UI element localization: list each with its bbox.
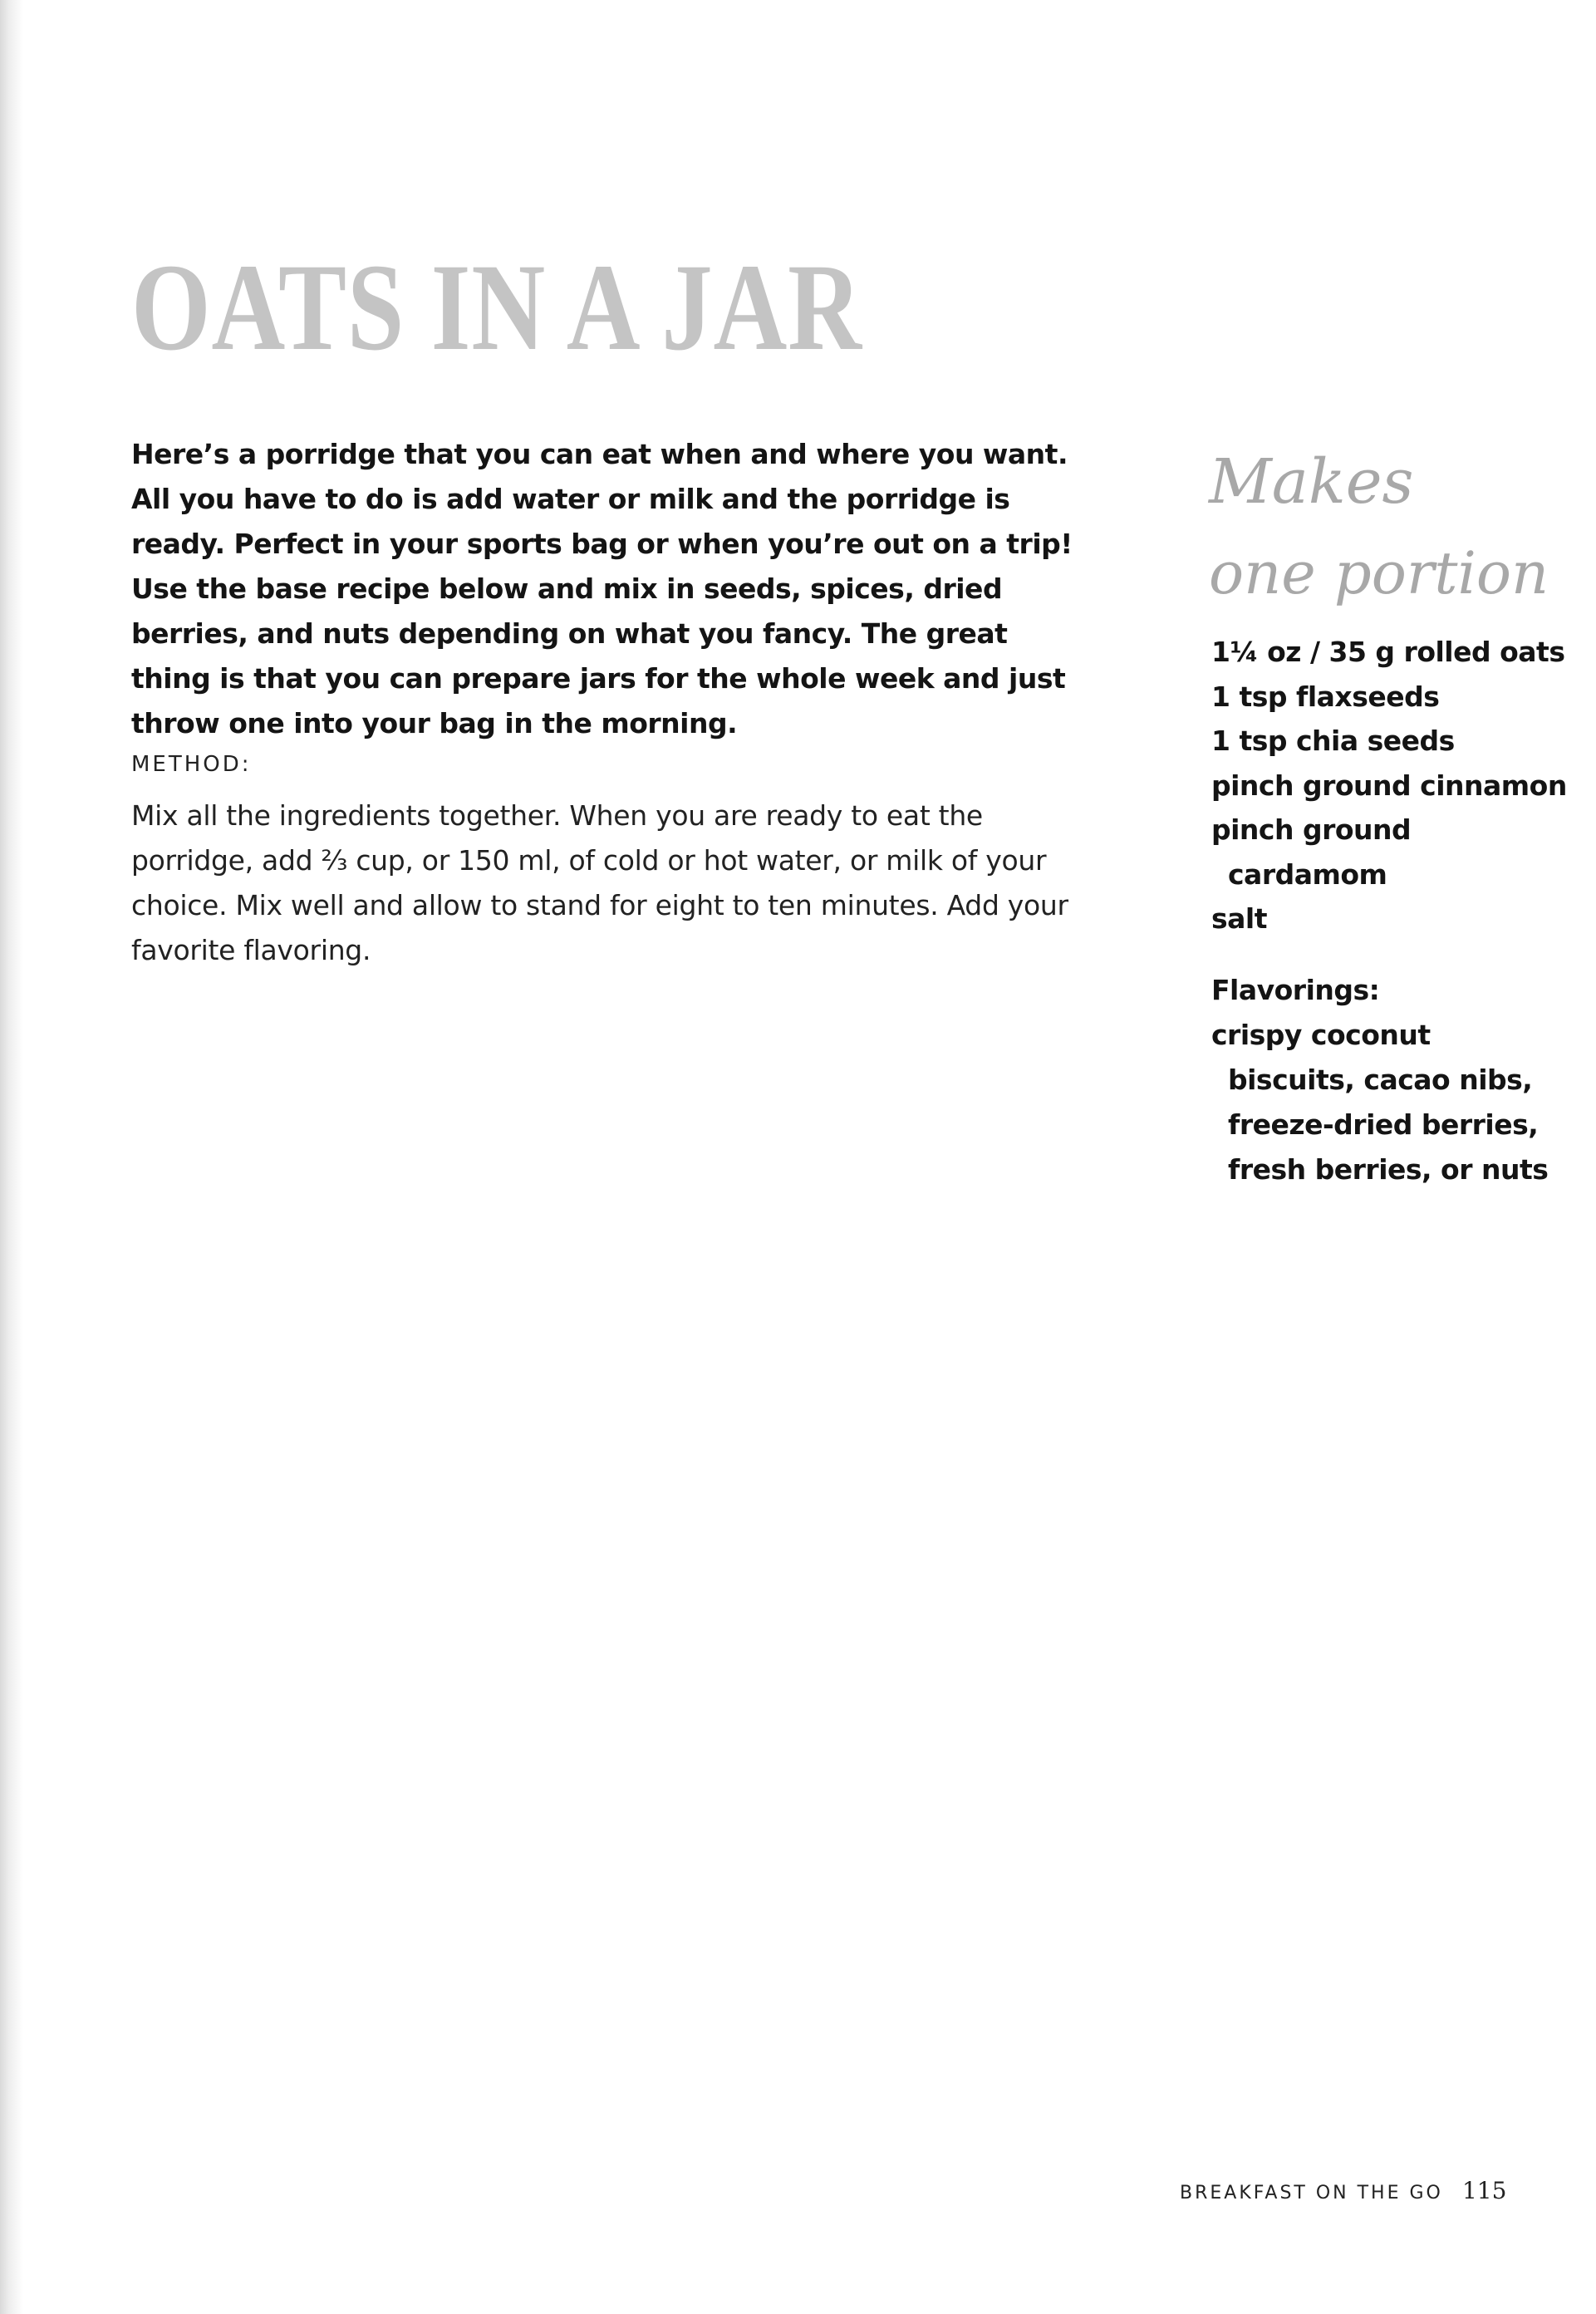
ingredient-item: 1¼ oz / 35 g rolled oats xyxy=(1211,636,1565,668)
flavorings-heading: Flavorings: xyxy=(1211,974,1380,1006)
method-text: Mix all the ingredients together. When you are ready to eat the porridge, add ⅔ cup, or 150 ml, of cold or hot water, or milk of your choice. Mix well and allow to stand for eight to ten minutes. Add your favorite flavoring. xyxy=(131,799,1068,966)
ingredient-item: salt xyxy=(1211,902,1267,935)
ingredient-item: 1 tsp flaxseeds xyxy=(1211,680,1440,713)
ingredient-item: pinch ground cinnamon xyxy=(1211,769,1567,802)
ingredient-item: 1 tsp chia seeds xyxy=(1211,725,1455,757)
yield-note xyxy=(1209,436,1549,619)
footer-section-title: BREAKFAST ON THE GO xyxy=(1180,2183,1443,2203)
ingredient-item: pinch ground cardamom xyxy=(1211,813,1412,891)
ingredient-list xyxy=(1211,630,1577,941)
page-edge-shadow xyxy=(0,0,23,2314)
page-number: 115 xyxy=(1461,2177,1507,2204)
yield-line-1: Makes xyxy=(1209,446,1414,518)
yield-line-2: one portion xyxy=(1209,539,1549,607)
recipe-intro: Here’s a porridge that you can eat when and where you want. All you have to do is add water or milk and the porridge is ready. Perfect in your sports bag or when you’re out on a trip! Use the base recipe below and mix in seeds, spices, dried berries, and nuts depending on what you fancy. The great thing is that you can prepare jars for the whole week and just throw one into your bag in the morning. xyxy=(131,438,1073,739)
method-label: METHOD: xyxy=(131,752,252,777)
flavorings-text: crispy coconut biscuits, cacao nibs, freeze-dried berries, fresh berries, or nuts xyxy=(1211,1019,1549,1186)
recipe-title: OATS IN A JAR xyxy=(131,238,862,376)
page-footer xyxy=(1180,2177,1506,2204)
